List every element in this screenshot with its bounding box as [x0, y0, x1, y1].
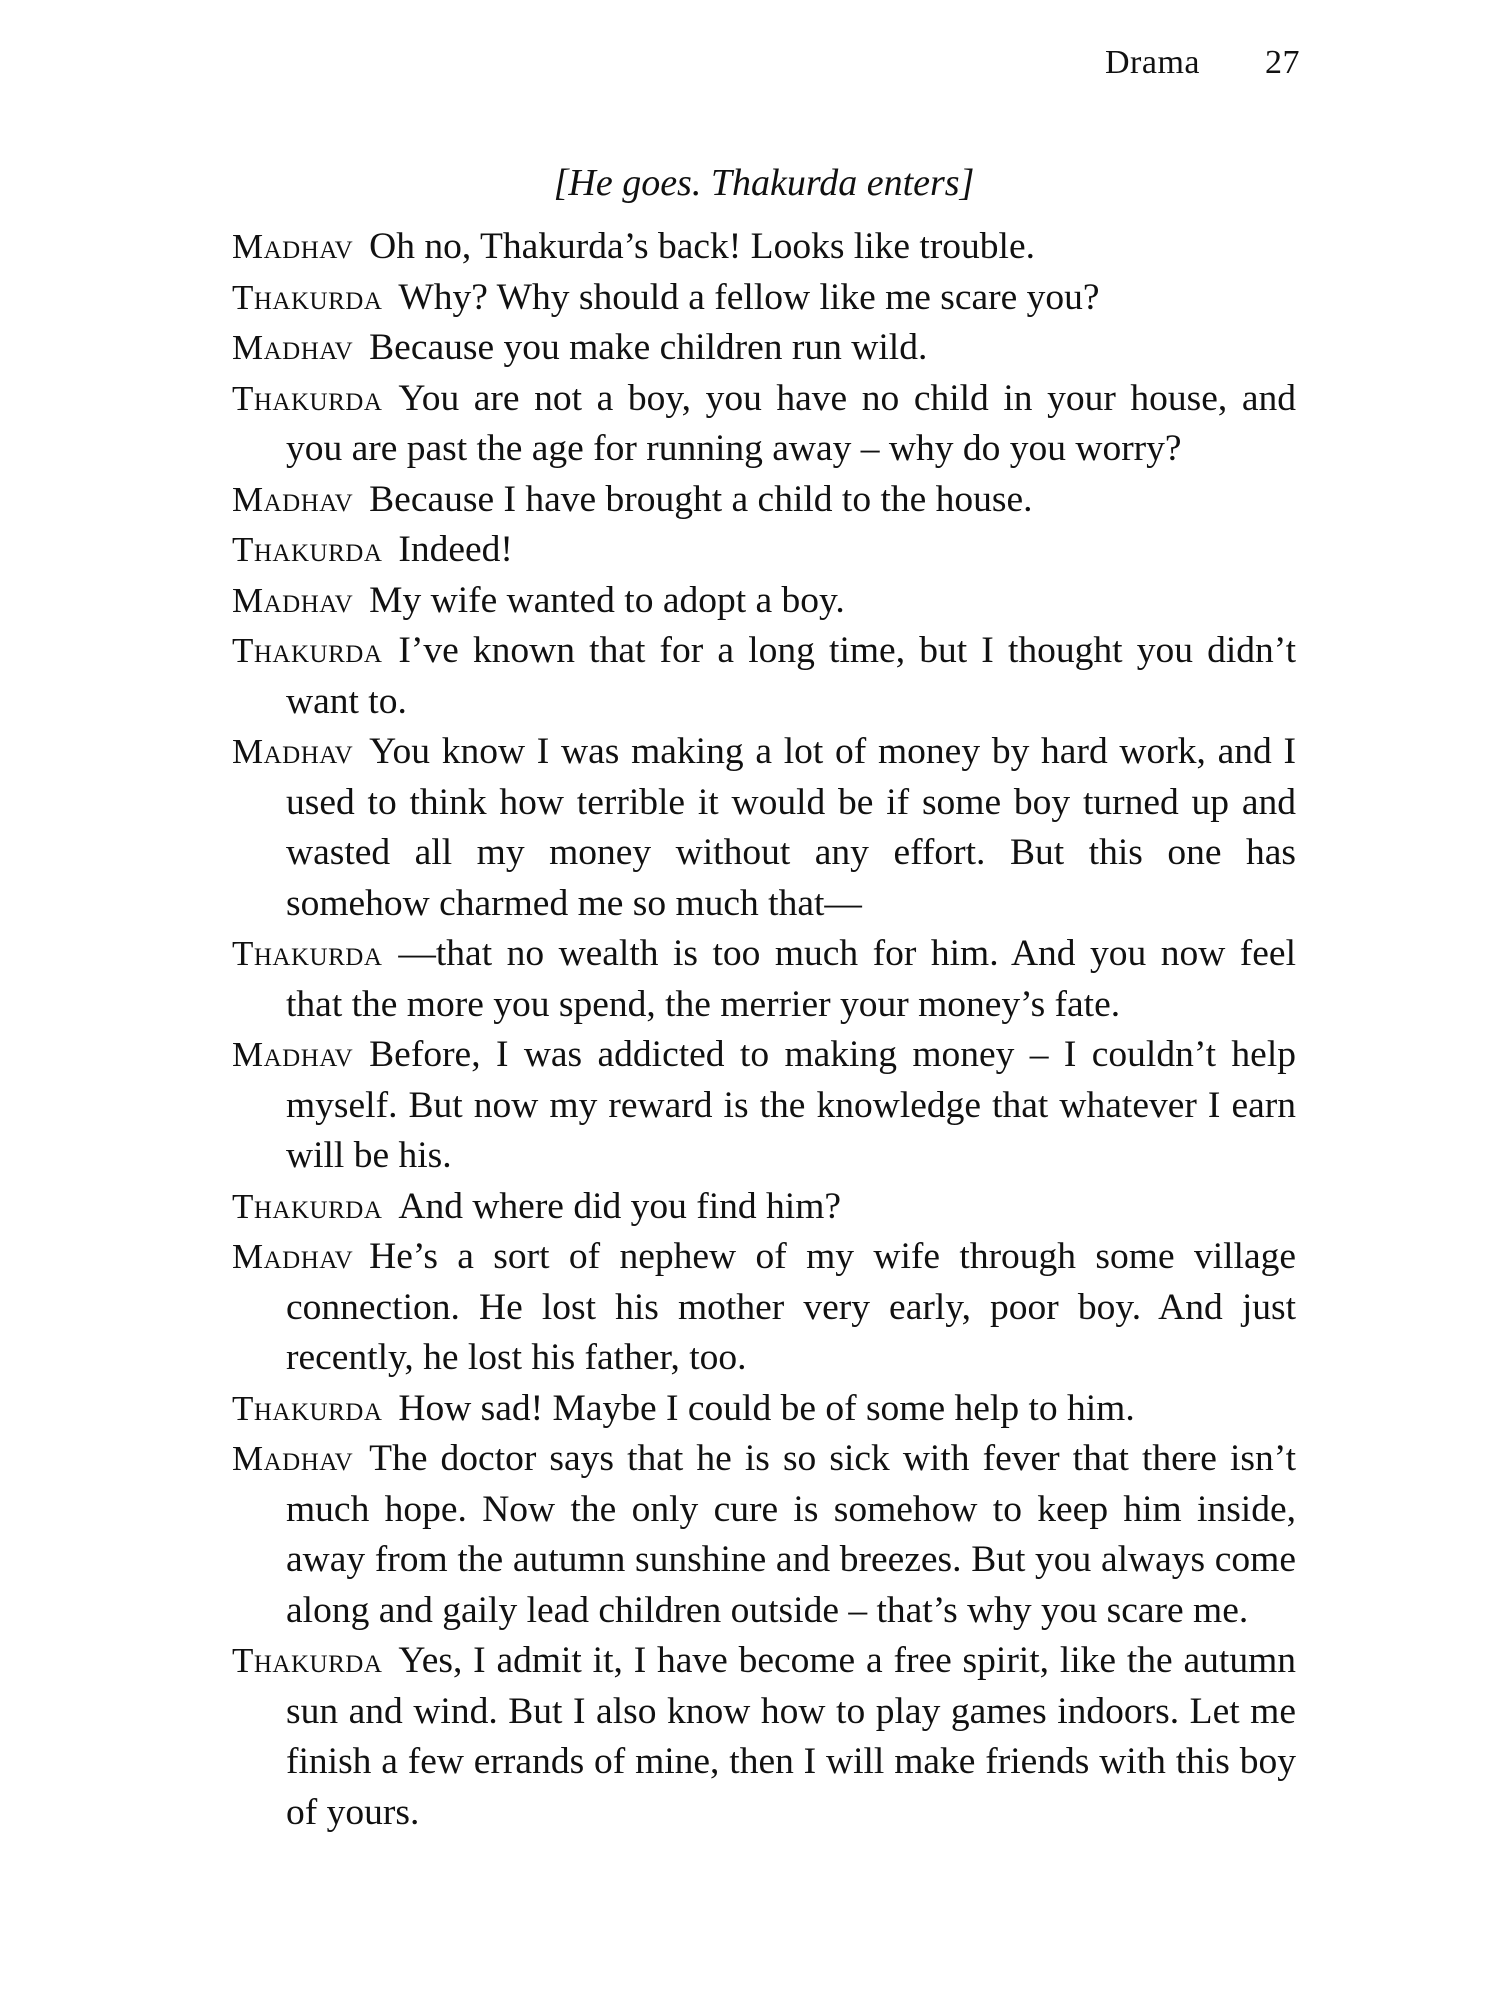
dialogue-line	[232, 727, 1296, 929]
line-text: —that no wealth is too much for him. And you now feel that the more you spend, the merrier your money’s fate.	[286, 933, 1296, 1025]
speaker-name: Madhav	[232, 1035, 354, 1074]
line-text: My wife wanted to adopt a boy.	[369, 579, 845, 621]
speaker-name: Madhav	[232, 328, 354, 367]
line-text: Before, I was addicted to making money – I couldn’t help myself. But now my reward is the knowledge that whatever I earn will be his.	[286, 1034, 1296, 1176]
line-text: Because I have brought a child to the house.	[369, 478, 1033, 520]
running-header	[1105, 44, 1300, 82]
speaker-name: Madhav	[232, 1439, 354, 1478]
speaker-name: Thakurda	[232, 277, 383, 317]
line-text: He’s a sort of nephew of my wife through some village connection. He lost his mother very early, poor boy. And just recently, he lost his father, too.	[286, 1236, 1296, 1378]
dialogue-line	[232, 1384, 1296, 1435]
dialogue-line	[232, 1030, 1296, 1182]
dialogue-line	[232, 1232, 1296, 1384]
dialogue-line	[232, 222, 1296, 273]
play-text	[232, 158, 1296, 1838]
line-text: Indeed!	[398, 529, 513, 570]
dialogue-line	[232, 1434, 1296, 1636]
speaker-name: Madhav	[232, 732, 354, 771]
line-text: And where did you find him?	[398, 1185, 842, 1227]
line-text: You are not a boy, you have no child in your house, and you are past the age for running away – why do you worry?	[286, 377, 1296, 469]
running-header-section: Drama	[1104, 44, 1200, 81]
speaker-name: Thakurda	[232, 631, 383, 670]
line-text: Yes, I admit it, I have become a free spirit, like the autumn sun and wind. But I also know how to play games indoors. Let me finish a few errands of mine, then I will make friends with this boy of yours.	[286, 1640, 1296, 1833]
line-text: Why? Why should a fellow like me scare you?	[398, 276, 1100, 318]
speaker-name: Madhav	[232, 1237, 354, 1276]
stage-direction: [He goes. Thakurda enters]	[553, 162, 975, 204]
dialogue-line	[232, 626, 1296, 727]
dialogue-line	[232, 576, 1296, 627]
line-text: I’ve known that for a long time, but I thought you didn’t want to.	[286, 630, 1296, 722]
speaker-name: Madhav	[232, 479, 354, 519]
speaker-name: Thakurda	[232, 530, 383, 569]
dialogue-line	[232, 929, 1296, 1030]
page-number: 27	[1265, 44, 1300, 81]
dialogue-line	[232, 323, 1296, 374]
dialogue-line	[232, 273, 1296, 324]
line-text: The doctor says that he is so sick with fever that there isn’t much hope. Now the only cure is somehow to keep him inside, away from the autumn sunshine and breezes. But you always come along and gaily lead children outside – that’s why you scare me.	[286, 1438, 1296, 1631]
line-text: Oh no, Thakurda’s back! Looks like trouble.	[369, 226, 1035, 267]
speaker-name: Madhav	[232, 227, 354, 266]
dialogue-line	[232, 1182, 1296, 1233]
line-text: Because you make children run wild.	[369, 327, 928, 368]
speaker-name: Thakurda	[232, 1641, 383, 1680]
speaker-name: Thakurda	[232, 1186, 383, 1226]
dialogue-line	[232, 475, 1296, 526]
speaker-name: Thakurda	[232, 934, 383, 973]
speaker-name: Madhav	[232, 580, 354, 620]
line-text: You know I was making a lot of money by hard work, and I used to think how terrible it would be if some boy turned up and wasted all my money without any effort. But this one has somehow charmed me so much that—	[286, 731, 1296, 924]
dialogue-line	[232, 525, 1296, 576]
speaker-name: Thakurda	[232, 378, 383, 418]
speaker-name: Thakurda	[232, 1388, 383, 1428]
dialogue-line	[232, 1636, 1296, 1838]
line-text: How sad! Maybe I could be of some help to him.	[398, 1387, 1135, 1429]
dialogue-line	[232, 374, 1296, 475]
